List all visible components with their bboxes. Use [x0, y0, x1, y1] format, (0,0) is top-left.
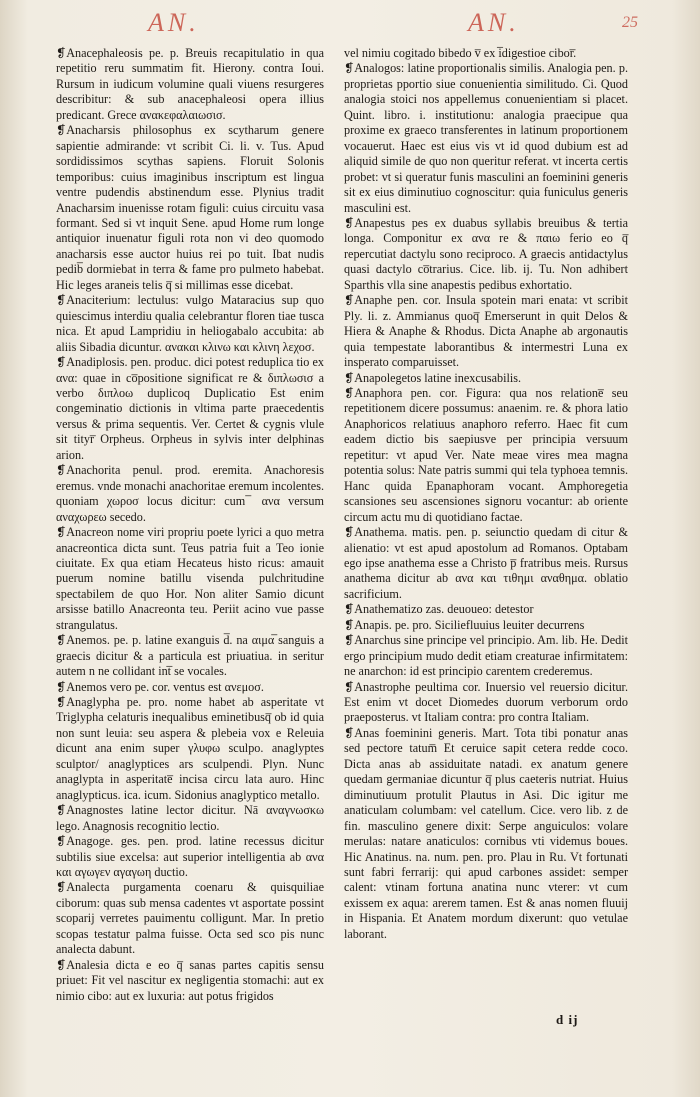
entry-anathema: ❡Anathema. matis. pen. p. seiunctio quedam di citur & alienatio: vt est apud apostolum ad Romanos. Optabam ego ipse anathema esse a Christo p̅ fratribus meis. Rursus anathema dicitur ab ανα και τιθημι αναθημα. oblatio sacrificium. — [344, 525, 628, 601]
entry-anacharsis: ❡Anacharsis philosophus ex scytharum genere sapientie admirande: vt scribit Ci. li. v. Tus. Apud sordidissimos scythas sapiens. Floruit Solonis temporibus: cuius imaginibus inscriptum est lingua ventre pudendis abstinendum esse. Plynius tradit Anacharsim inuenisse rotam figuli: cuius circuitu vasa formant. Sed si vt inquit Sene. apud Home rum longe antiquior inuenatur figuli rota non vi deo quomodo anacharsis esse auctor huius rei po tuit. Ibat nudis pedib̅ dormiebat in terra & fame pro pulmeto habebat. Hic leges araneis telis q̅ si millimas esse dicebat. — [56, 123, 324, 292]
folio-number: 25 — [622, 14, 638, 31]
entry-anapestus: ❡Anapestus pes ex duabus syllabis breuibus & tertia longa. Componitur ex ανα re & παιω ferio eo q̅ repercutiat dactylu sono reciproco. A graecis antidactylus quasi dactylo co̅trarius. Cice. lib. ij. Tu. Non adhibert Sparthis vlla sine anapestis pedibus exhortatio. — [344, 215, 628, 292]
entry-anarchus: ❡Anarchus sine principe vel principio. Am. lib. He. Dedit ergo principium mudo dedit etiam creaturae infirmitatem: ne anarchon: id est principio carentem crederemus. — [344, 633, 628, 679]
entry-anagoge: ❡Anagoge. ges. pen. prod. latine recessus dicitur subtilis siue excelsa: aut superior intelligentia ab ανα και αγωγεν αγαγωη ductio. — [56, 834, 324, 880]
entry-analogos: ❡Analogos: latine proportionalis similis. Analogia pen. p. proprietas pportio siue conuenientia similitudo. Ci. Quod analogia stoici nos appellemus conuenientiam si placet. Quint. libro. i. institutionu: analogia praecipue qua proxime ex graeco transferentes in latinum proportionem vocauerut. Haec est eius vis vt id quod dubium est ad aliquid simile de quo non queritur referat. vt incerta certis probet: vt si queratur funis masculini an foeminini generis sit ex eius diminutiuo cognoscitur: quia funiculus generis masculini est. — [344, 61, 628, 215]
entry-analesia: ❡Analesia dicta e eo q̅ sanas partes capitis sensu priuet: Fit vel nascitur ex negligentia stomachi: aut ex nimio cibo: aut ex luxuria: aut potus frigidos — [56, 957, 324, 1003]
entry-anemos-exanguis: ❡Anemos. pe. p. latine exanguis d̅. na αιμα̅ sanguis a graecis dicitur & a particula est priuatiua. in seritur autem n ne collidant int̅ se vocales. — [56, 633, 324, 679]
entry-anaglypha: ❡Anaglypha pe. pro. nome habet ab asperitate vt Triglypha celaturis inequalibus eminetibusq̅ ob id quia non sunt leuia: seu aspera & plebeia vox e Releuia dicunt ana enim super γλυφω sculpo. anaglyptes sculptor/ anaglyptices ars sculpendi. Plyn. Nunc anaglypta in asperitate̅ incisa circu lata auro. Hinc anaglypticus. ica. icum. Sidonius anaglyptico metallo. — [56, 695, 324, 802]
entry-anaphe: ❡Anaphe pen. cor. Insula spotein mari enata: vt scribit Ply. li. z. Ammianus quoq̅ Emerserunt in quit Delos & Hiera & Anaphe & Rhodus. Dicta Anaphe ab argonautis quia tempestate laborantibus & intermestri Luna ex insperato comparuisset. — [344, 293, 628, 370]
entry-anacreon: ❡Anacreon nome viri propriu poete lyrici a quo metra anacreontica dicta sunt. Teus patria fuit a Teo ionie ciuitate. Ex qua etiam Hecateus histo ricus: amauit puerum nomine batillu visenda pulchritudine spectabilem de quo Hor. Non aliter Samio dicunt arsisse batillo Anacreonta teu. Periit acino vue passe strangulatus. — [56, 525, 324, 632]
entry-anadiplosis: ❡Anadiplosis. pen. produc. dici potest reduplica tio ex ανα: quae in co̅positione significat re & διπλωσισ a verbo διπλοω duplicoq Duplicatio Est enim congeminatio dictionis in vltima parte praecedentis versus & prima sequentis. Ver. Certet & cygnis vlule sit tityr̅ Orpheus. Orpheus in sylvis inter delphinas arion. — [56, 355, 324, 462]
entry-anastrophe: ❡Anastrophe peultima cor. Inuersio vel reuersio dicitur. Est enim vt docet Diomedes duorum verborum ordo praeposterus. vt Italiam contra: pro contra Italiam. — [344, 679, 628, 725]
entry-anapis: ❡Anapis. pe. pro. Siciliefluuius leuiter decurrens — [344, 617, 585, 632]
entry-anaciterium: ❡Anaciterium: lectulus: vulgo Mataracius sup quo quiescimus interdiu qualia celebrantur floren tiae tusca nica. Et apud Lampridiu in heliogabalo accubita: ab aliis Sibadia dicuntur. ανακαι κλινω και κλινη λεχοσ. — [56, 293, 324, 354]
left-column — [56, 46, 324, 1004]
entry-anaphora: ❡Anaphora pen. cor. Figura: qua nos relatione̅ seu repetitionem dicere possumus: anaenim. re. & phora latio Anaphoricos relatiuus anaphoro referro. Haec fit cum eadem dictio bis saepiusve per principia versuum repetitur: vt apud Ver. Nate meae vires mea magna potentia solus: Nate patris summi qui tela typhoea temnis. Hanc quida Epanaphoram vocant. Amphoregetia scansiones seu ascensiones signoru vocantur: ab oriente circum actu mu di quotidiano factae. — [344, 385, 628, 524]
running-head-left: AN. — [148, 8, 200, 37]
signature-mark: d ij — [556, 1012, 579, 1027]
entry-anachorita: ❡Anachorita penul. prod. eremita. Anachoresis eremus. vnde monachi anachoritae eremum incolentes. quoniam χωροσ locus dicitur: cum ̅ ανα versum αναχωρεω secedo. — [56, 463, 324, 524]
entry-anemos-ventus: ❡Anemos vero pe. cor. ventus est ανεμοσ. — [56, 679, 264, 694]
entry-anas: ❡Anas foeminini generis. Mart. Tota tibi ponatur anas sed pectore tatum̅ Et ceruice sapit cetera redde coco. Dicta anas ab assiduitate natadi. ex anatum genere quedam germaniae dicuntur q̅ plus caeteris nutriat. Huius diminutiuum protulit Plautus in Asi. Dic igitur me anaticulam columbam: vel catellum. Cice. vero lib. z de fin. masculino genere dixit: Serpe anguiculos: volare merulas: natare anaticulos: cornibus vti videmus boues. Hic Anatinus. na. num. pen. pro. Plau in Ru. Vt fortunati sunt fabri ferrarij: qui apud carbones assidet: semper calent: vtinam fortuna anatina nunc vterer: vt cum exissem ex aqua: arerem tamen. Est & anas nomen fluuij in Hispania. Et Anatem mordum dixerunt: quo vetulae laborant. — [344, 725, 628, 941]
entry-anacephaleosis: ❡Anacephaleosis pe. p. Breuis recapitulatio in qua repetitio reru summatim fit. Hierony. contra Ioui. Rursum in iudicum volumine quali viuens resurgeres describitur: & sub anacephaleosi opera illius predicant. Grece ανακεφαλαιωσισ. — [56, 46, 324, 122]
entry-anapolegetos: ❡Anapolegetos latine inexcusabilis. — [344, 370, 522, 385]
entry-anathematizo: ❡Anathematizo zas. deuoueo: detestor — [344, 602, 534, 617]
right-column — [344, 46, 628, 942]
entry-continuation: vel nimiu cogitado bibedo v̅ ex i̅digestioe cibor̅. — [344, 46, 577, 60]
entry-analecta: ❡Analecta purgamenta coenaru & quisquiliae ciborum: quas sub mensa cadentes vt asportate possint scoparij verretes pauimentu colligunt. Mar. In pretio scopas testatur palma fuisse. Octa sed sco pis nunc analecta dabunt. — [56, 880, 324, 957]
running-head-right: AN. — [468, 8, 520, 37]
entry-anagnostes: ❡Anagnostes latine lector dicitur. Nā αναγνωσκω lego. Anagnosis recognitio lectio. — [56, 803, 324, 833]
